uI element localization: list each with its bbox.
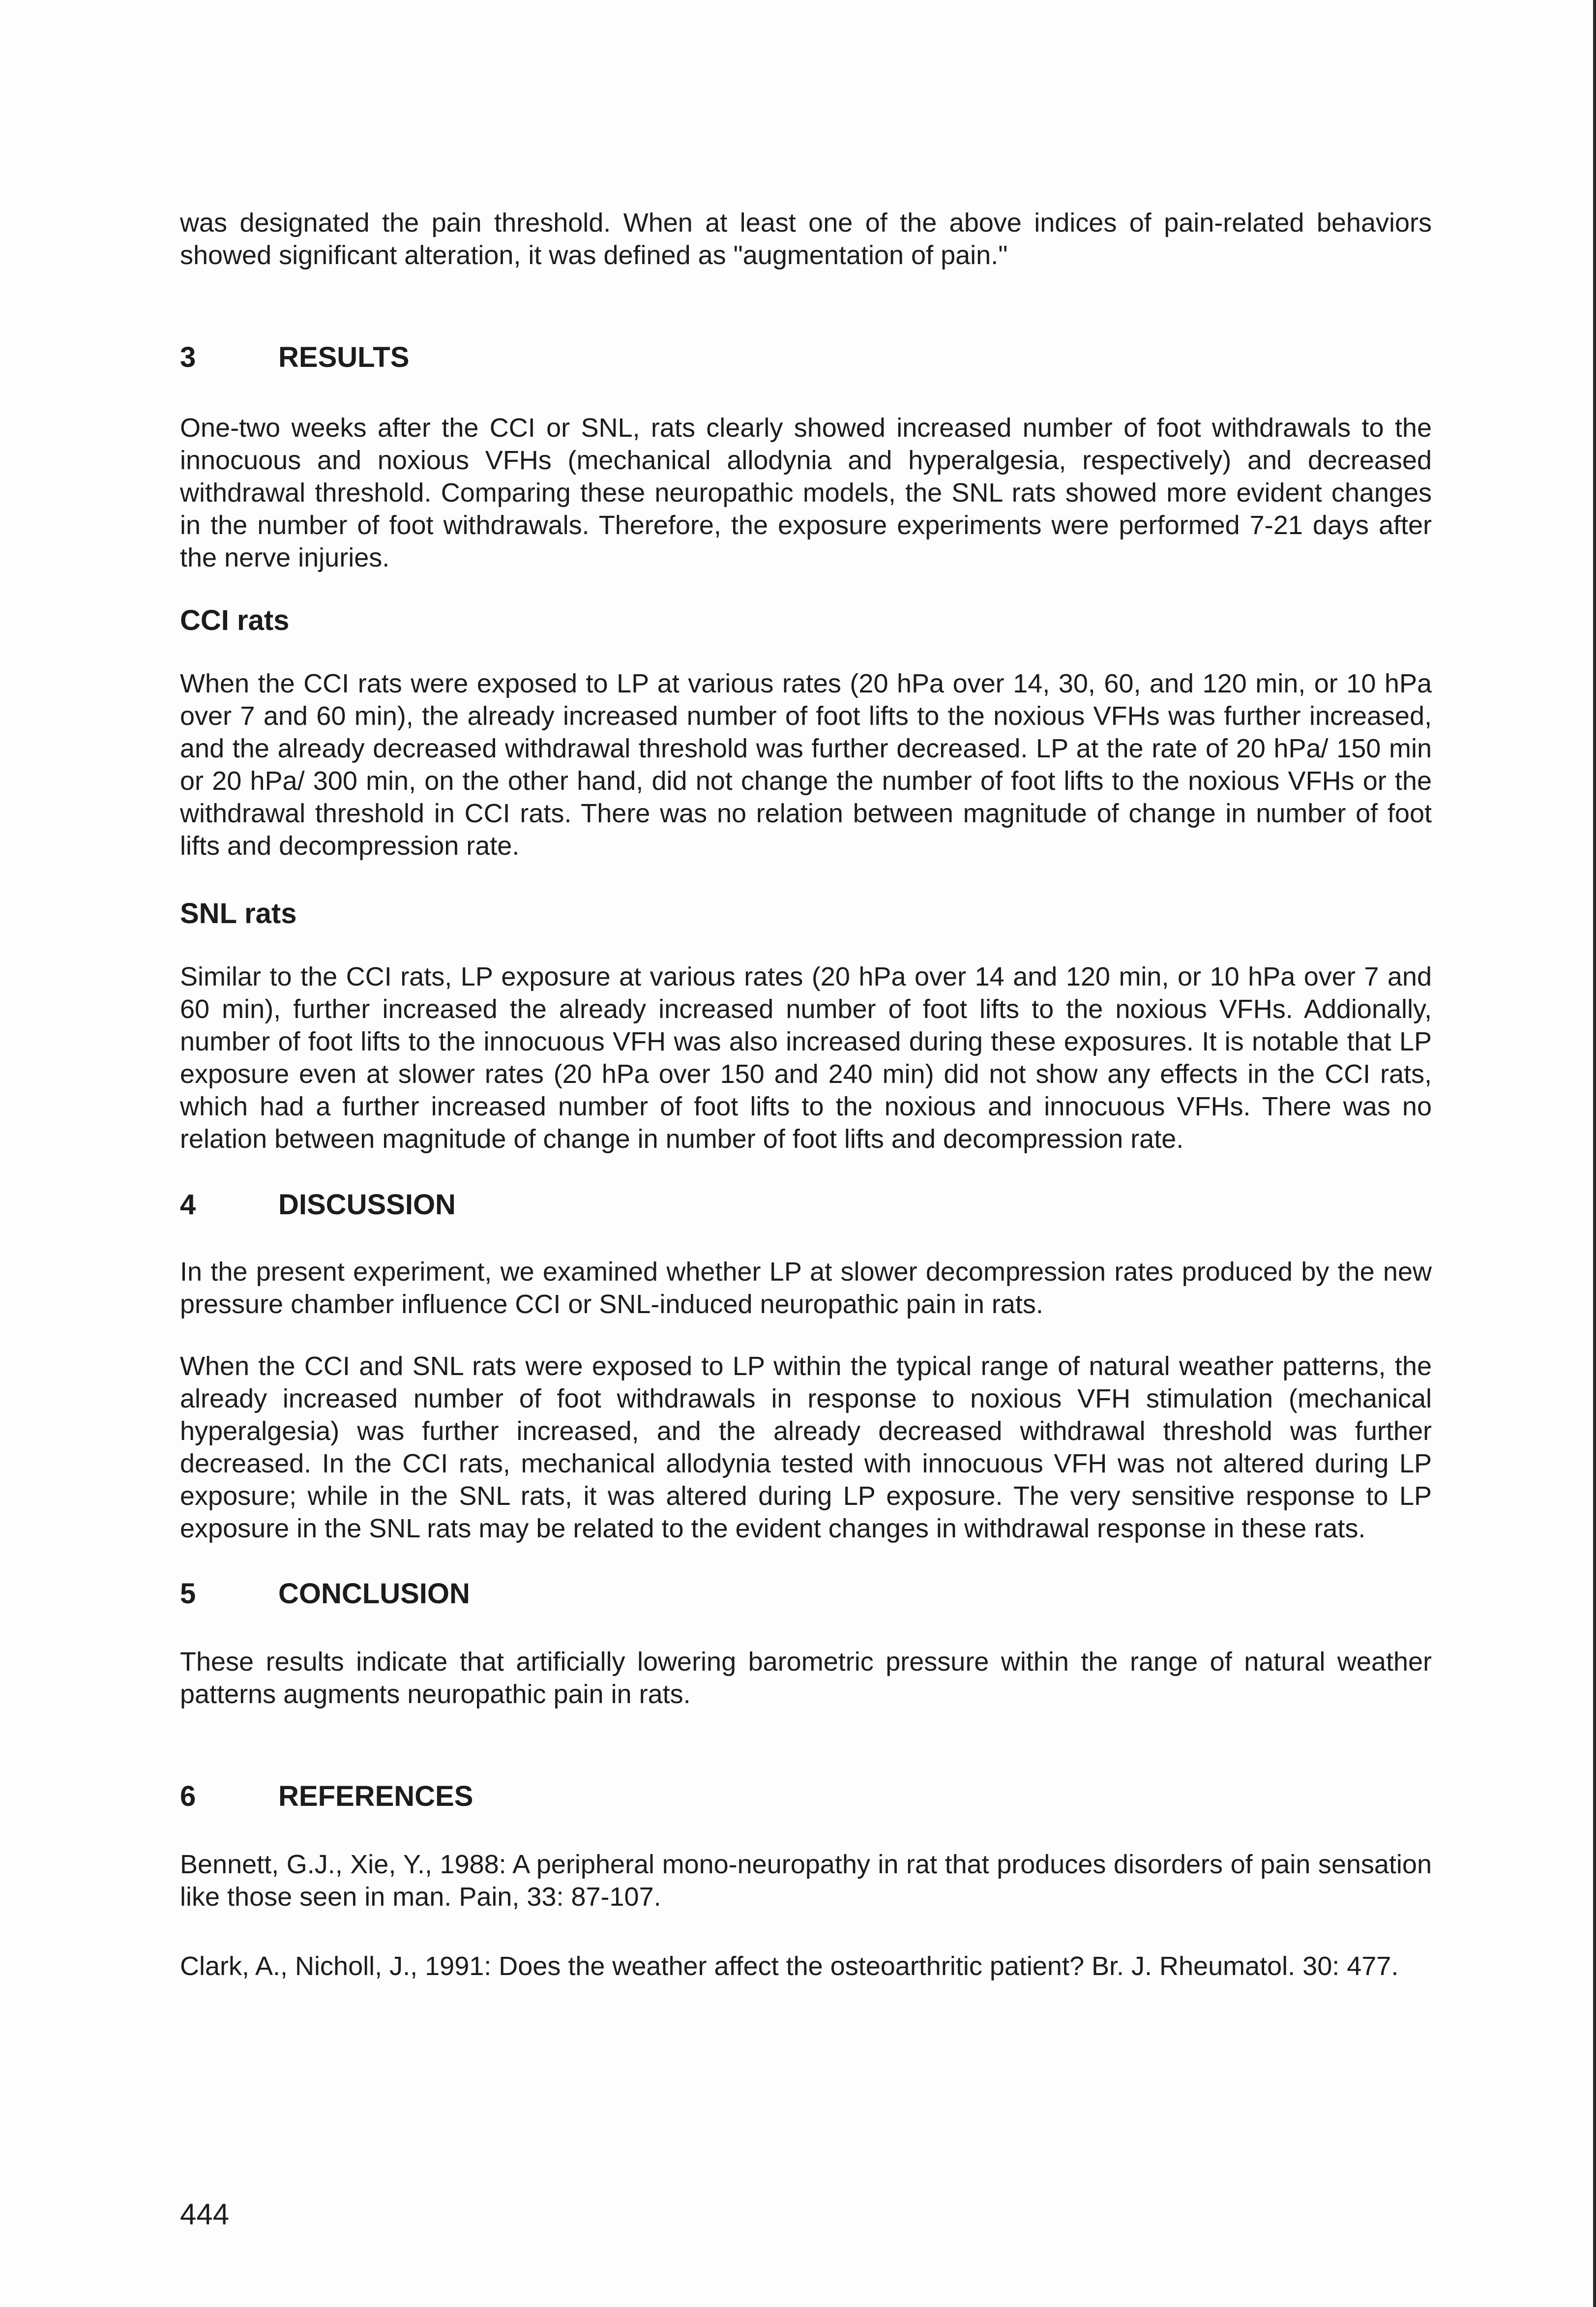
conclusion-paragraph: These results indicate that artificially lowering barometric pressure within the range of natural weather patterns augments neuropathic pain in rats. — [180, 1647, 1432, 1709]
discussion-heading — [180, 1188, 1432, 1222]
section-title: REFERENCES — [278, 1780, 473, 1812]
discussion-paragraph-2: When the CCI and SNL rats were exposed to LP within the typical range of natural weather patterns, the already increased number of foot withdrawals in response to noxious VFH stimulation (mechanical hyperalgesia) was further increased, and the already decreased withdrawal threshold was further decreased. In the CCI rats, mechanical allodynia tested with innocuous VFH was not altered during LP exposure; while in the SNL rats, it was altered during LP exposure. The very sensitive response to LP exposure in the SNL rats may be related to the evident changes in withdrawal response in these rats. — [180, 1351, 1432, 1543]
section-title: RESULTS — [278, 341, 410, 373]
results-heading — [180, 340, 1432, 375]
section-number: 5 — [180, 1578, 196, 1610]
references-heading — [180, 1779, 1432, 1814]
discussion-paragraph-1: In the present experiment, we examined whether LP at slower decompression rates produced by the new pressure chamber influence CCI or SNL-induced neuropathic pain in rats. — [180, 1257, 1432, 1319]
section-title: CONCLUSION — [278, 1578, 470, 1610]
page-edge-shadow — [1593, 0, 1596, 2307]
cci-rats-heading: CCI rats — [180, 604, 290, 636]
page-number: 444 — [180, 2198, 230, 2231]
snl-rats-heading: SNL rats — [180, 898, 297, 929]
section-number: 4 — [180, 1189, 196, 1221]
section-title: DISCUSSION — [278, 1189, 456, 1221]
results-paragraph: One-two weeks after the CCI or SNL, rats clearly showed increased number of foot withdrawals to the innocuous and noxious VFHs (mechanical allodynia and hyperalgesia, respectively) and decreased withdrawal threshold. Comparing these neuropathic models, the SNL rats showed more evident changes in the number of foot withdrawals. Therefore, the exposure experiments were performed 7-21 days after the nerve injuries. — [180, 413, 1432, 572]
cci-rats-paragraph: When the CCI rats were exposed to LP at various rates (20 hPa over 14, 30, 60, and 120 min, or 10 hPa over 7 and 60 min), the already increased number of foot lifts to the noxious VFHs was further increased, and the already decreased withdrawal threshold was further decreased. LP at the rate of 20 hPa/ 150 min or 20 hPa/ 300 min, on the other hand, did not change the number of foot lifts to the noxious VFHs or the withdrawal threshold in CCI rats. There was no relation between magnitude of change in number of foot lifts and decompression rate. — [180, 669, 1432, 861]
intro-paragraph: was designated the pain threshold. When at least one of the above indices of pain-related behaviors showed significant alteration, it was defined as "augmentation of pain." — [180, 208, 1432, 270]
conclusion-heading — [180, 1577, 1432, 1611]
section-number: 6 — [180, 1780, 196, 1812]
reference-item: Clark, A., Nicholl, J., 1991: Does the weather affect the osteoarthritic patient? Br. J. Rheumatol. 30: 477. — [180, 1951, 1399, 1981]
snl-rats-paragraph: Similar to the CCI rats, LP exposure at various rates (20 hPa over 14 and 120 min, or 10 hPa over 7 and 60 min), further increased the already increased number of foot lifts to the noxious VFHs. Addionally, number of foot lifts to the innocuous VFH was also increased during these exposures. It is notable that LP exposure even at slower rates (20 hPa over 150 and 240 min) did not show any effects in the CCI rats, which had a further increased number of foot lifts to the noxious and innocuous VFHs. There was no relation between magnitude of change in number of foot lifts and decompression rate. — [180, 962, 1432, 1154]
page-content — [180, 207, 1432, 1982]
reference-item: Bennett, G.J., Xie, Y., 1988: A peripheral mono-neuropathy in rat that produces disorders of pain sensation like those seen in man. Pain, 33: 87-107. — [180, 1850, 1432, 1912]
section-number: 3 — [180, 341, 196, 373]
